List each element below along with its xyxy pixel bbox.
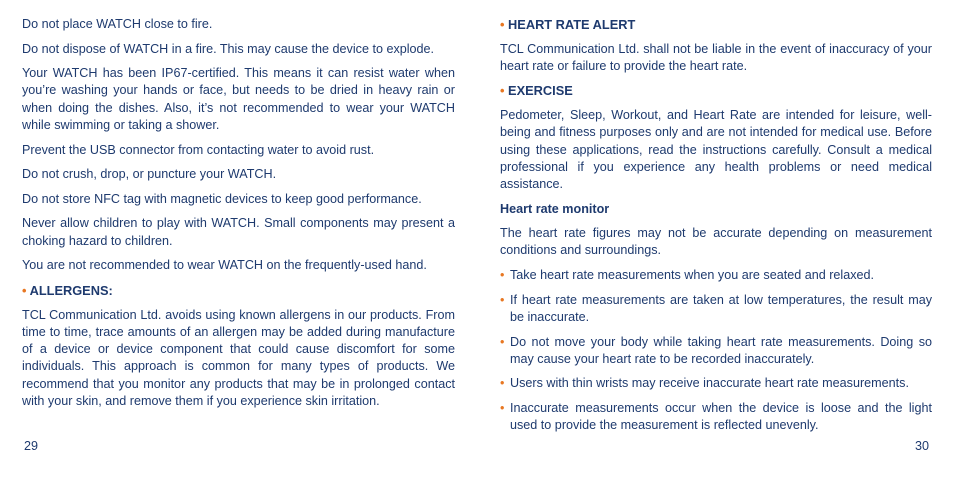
heart-rate-alert-heading-text: HEART RATE ALERT bbox=[508, 17, 636, 32]
paragraph-dispose: Do not dispose of WATCH in a fire. This may cause the device to explode. bbox=[22, 41, 435, 56]
exercise-heading-text: EXERCISE bbox=[508, 83, 573, 99]
paragraph-ip67: Your WATCH has been IP67-certified. This means it can resist water when you’re washing your hands or face, but needs to be dried in heavy rain or when doing the dishes. Also, it’s not recommended to wear your WATCH while swimming or taking a shower. bbox=[22, 66, 455, 133]
allergens-heading bbox=[22, 282, 455, 299]
paragraph-nfc: Do not store NFC tag with magnetic devices to keep good performance. bbox=[22, 191, 422, 206]
exercise-heading bbox=[500, 82, 932, 99]
heart-rate-monitor-heading: Heart rate monitor bbox=[500, 201, 610, 216]
heart-rate-alert-heading bbox=[500, 16, 932, 33]
bullet-icon: • bbox=[500, 17, 505, 32]
list-item: • Do not move your body while taking heart rate measurements. Doing so may cause your heart rate to be recorded inaccurately. bbox=[500, 334, 932, 369]
heart-rate-monitor-list bbox=[500, 267, 932, 435]
paragraph-children: Never allow children to play with WATCH. Small components may present a choking hazard to children. bbox=[22, 216, 455, 248]
page-number-right: 30 bbox=[915, 439, 930, 453]
right-page-column bbox=[500, 16, 932, 442]
list-item: • Inaccurate measurements occur when the device is loose and the light used to provide the measurement is reflected unevenly. bbox=[500, 400, 932, 435]
left-page-column bbox=[22, 16, 455, 418]
list-item: • Users with thin wrists may receive inaccurate heart rate measurements. bbox=[500, 375, 932, 392]
allergens-heading-text: ALLERGENS: bbox=[29, 282, 113, 298]
paragraph-crush: Do not crush, drop, or puncture your WATCH. bbox=[22, 167, 277, 182]
page-number-left: 29 bbox=[24, 439, 39, 453]
bullet-icon: • bbox=[22, 282, 27, 298]
exercise-text: Pedometer, Sleep, Workout, and Heart Rate are intended for leisure, well-being and fitness purposes only and are not intended for medical use. Before using these applications, read the instructions carefully. Consult a medical professional if you experience any health problems or need medical assistance. bbox=[500, 108, 932, 192]
heart-rate-alert-text: TCL Communication Ltd. shall not be liable in the event of inaccuracy of your heart rate or failure to provide the heart rate. bbox=[500, 41, 932, 73]
paragraph-hand: You are not recommended to wear WATCH on the frequently-used hand. bbox=[22, 258, 427, 273]
list-item: • Take heart rate measurements when you are seated and relaxed. bbox=[500, 267, 932, 284]
paragraph-fire: Do not place WATCH close to fire. bbox=[22, 17, 213, 31]
allergens-text: TCL Communication Ltd. avoids using known allergens in our products. From time to time, trace amounts of an allergen may be added during manufacture of a device or device component that could cause discomfort for some individuals. This approach is common for many types of products. We recommend that you monitor any products that may be in prolonged contact with your skin, and remove them if you experience skin irritation. bbox=[22, 307, 455, 409]
list-item: • If heart rate measurements are taken at low temperatures, the result may be inaccurate. bbox=[500, 292, 932, 327]
paragraph-usb: Prevent the USB connector from contacting water to avoid rust. bbox=[22, 142, 375, 157]
bullet-icon: • bbox=[500, 83, 505, 99]
heart-rate-monitor-text: The heart rate figures may not be accurate depending on measurement conditions and surroundings. bbox=[500, 226, 932, 258]
